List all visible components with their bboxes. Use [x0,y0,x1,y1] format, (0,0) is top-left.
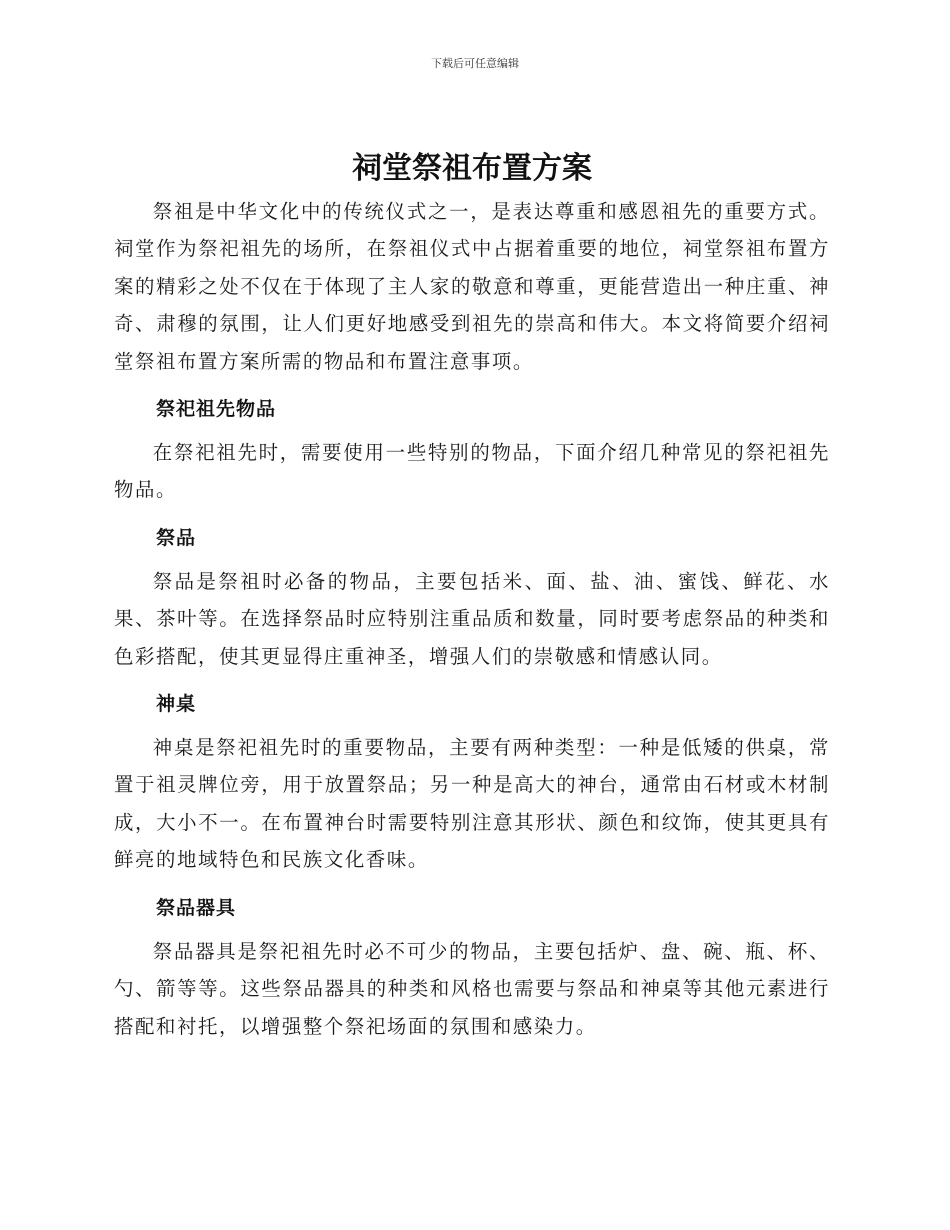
section-paragraph-ancestor-items: 在祭祀祖先时，需要使用一些特别的物品，下面介绍几种常见的祭祀祖先物品。 [114,441,830,502]
section-heading-offering-vessels: 祭品器具 [156,896,237,919]
section-paragraph-offerings: 祭品是祭祖时必备的物品，主要包括米、面、盐、油、蜜饯、鲜花、水果、茶叶等。在选择祭品时应特别注重品质和数量，同时要考虑祭品的种类和色彩搭配，使其更显得庄重神圣，增强人们的崇敬感和情感认同。 [114,569,830,668]
section-heading-altar-table: 神桌 [156,693,197,716]
header-note: 下载后可任意编辑 [431,57,519,70]
document-body [114,145,830,1045]
intro-paragraph: 祭祖是中华文化中的传统仪式之一，是表达尊重和感恩祖先的重要方式。祠堂作为祭祀祖先的场所，在祭祖仪式中占据着重要的地位，祠堂祭祖布置方案的精彩之处不仅在于体现了主人家的敬意和尊重，更能营造出一种庄重、神奇、肃穆的氛围，让人们更好地感受到祖先的崇高和伟大。本文将简要介绍祠堂祭祖布置方案所需的物品和布置注意事项。 [114,200,830,373]
section-paragraph-offering-vessels: 祭品器具是祭祀祖先时必不可少的物品，主要包括炉、盘、碗、瓶、杯、勺、箭等等。这些祭品器具的种类和风格也需要与祭品和神桌等其他元素进行搭配和衬托，以增强整个祭祀场面的氛围和感染力。 [114,939,830,1038]
section-paragraph-altar-table: 神桌是祭祀祖先时的重要物品，主要有两种类型：一种是低矮的供桌，常置于祖灵牌位旁，用于放置祭品；另一种是高大的神台，通常由石材或木材制成，大小不一。在布置神台时需要特别注意其形状、颜色和纹饰，使其更具有鲜亮的地域特色和民族文化香味。 [114,736,830,872]
section-heading-offerings: 祭品 [156,526,197,549]
document-title: 祠堂祭祖布置方案 [352,151,592,186]
section-heading-ancestor-items: 祭祀祖先物品 [156,398,277,421]
